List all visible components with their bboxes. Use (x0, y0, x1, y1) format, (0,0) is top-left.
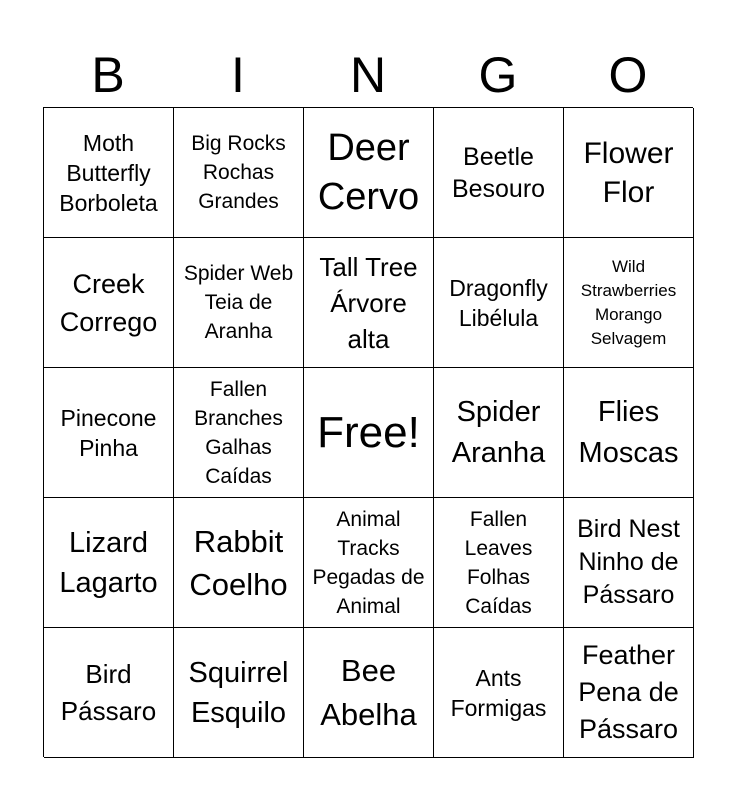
cell-text: Beetle Besouro (451, 142, 546, 203)
header-letter-n: N (349, 47, 387, 103)
cell-text: Ants Formigas (450, 664, 547, 721)
cell-text: Deer Cervo (317, 126, 420, 218)
cell-text: Squirrel Esquilo (188, 656, 289, 729)
cell-text: Lizard Lagarto (59, 526, 158, 599)
bingo-cell[interactable] (434, 498, 564, 628)
header-letter-b: B (91, 47, 125, 103)
cell-text: Spider Aranha (451, 395, 546, 469)
header-letter-o: O (608, 47, 648, 103)
bingo-cell[interactable] (434, 108, 564, 238)
cell-text: Rabbit Coelho (189, 523, 288, 602)
bingo-cell[interactable] (564, 498, 694, 628)
cell-text: Bird Nest Ninho de Pássaro (577, 515, 680, 609)
cell-text: Fallen Leaves Folhas Caídas (464, 507, 533, 618)
bingo-cell[interactable] (44, 238, 174, 368)
bingo-cell[interactable] (434, 628, 564, 758)
cell-text: Pinecone Pinha (60, 404, 157, 461)
bingo-cell[interactable] (174, 238, 304, 368)
cell-text: Fallen Branches Galhas Caídas (194, 377, 283, 488)
bingo-cell[interactable] (174, 368, 304, 498)
cell-text: Animal Tracks Pegadas de Animal (312, 507, 425, 618)
cell-text: Tall Tree Árvore alta (319, 251, 418, 354)
bingo-cell[interactable] (174, 628, 304, 758)
bingo-header (43, 45, 693, 105)
bingo-cell[interactable] (304, 238, 434, 368)
bingo-cell[interactable] (44, 368, 174, 498)
bingo-cell[interactable] (44, 628, 174, 758)
cell-text: Creek Corrego (59, 268, 158, 337)
bingo-cell[interactable] (564, 108, 694, 238)
bingo-cell[interactable] (174, 498, 304, 628)
header-letter-g: G (478, 47, 518, 103)
bingo-cell[interactable] (564, 368, 694, 498)
bingo-cell free-cell[interactable] (304, 368, 434, 498)
cell-text: Spider Web Teia de Aranha (183, 262, 294, 343)
cell-text: Bird Pássaro (60, 658, 157, 726)
bingo-cell[interactable] (434, 238, 564, 368)
bingo-cell[interactable] (304, 628, 434, 758)
cell-text: Flies Moscas (578, 395, 679, 469)
bingo-cell[interactable] (304, 108, 434, 238)
cell-text: Bee Abelha (320, 652, 417, 732)
bingo-cell[interactable] (174, 108, 304, 238)
bingo-cell[interactable] (434, 368, 564, 498)
header-letter-i: I (231, 47, 245, 103)
cell-text: Dragonfly Libélula (449, 274, 548, 331)
bingo-cell[interactable] (564, 628, 694, 758)
cell-text: Big Rocks Rochas Grandes (191, 132, 286, 213)
bingo-cell[interactable] (44, 108, 174, 238)
cell-text: Flower Flor (583, 136, 674, 209)
bingo-grid (43, 107, 693, 757)
cell-text: Wild Strawberries Morango Selvagem (580, 256, 677, 348)
free-space-text: Free! (317, 407, 420, 457)
cell-text: Feather Pena de Pássaro (578, 640, 679, 744)
bingo-cell[interactable] (564, 238, 694, 368)
cell-text: Moth Butterfly Borboleta (59, 129, 158, 216)
bingo-cell[interactable] (304, 498, 434, 628)
bingo-cell[interactable] (44, 498, 174, 628)
